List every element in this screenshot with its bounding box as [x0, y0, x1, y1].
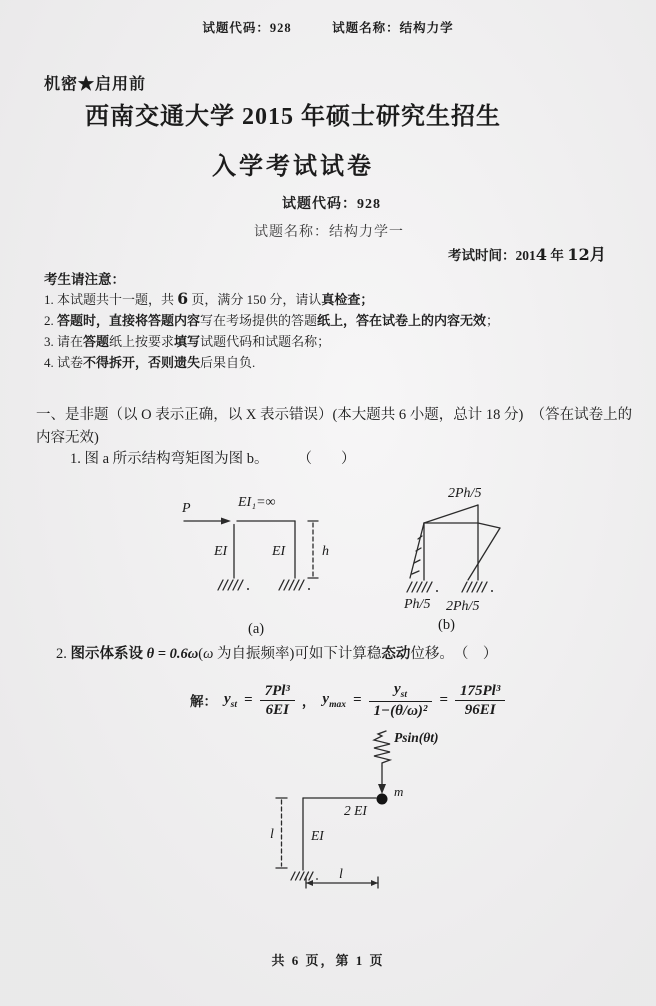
- figure-b-moment-diagram: [390, 468, 590, 648]
- left-column-stiffness: EI: [214, 544, 228, 559]
- fixed-support: [291, 872, 318, 880]
- fraction-result: $\frac{\text{175Pl³}}{96EI}$: [455, 682, 505, 719]
- fixed-support-right: [279, 580, 310, 590]
- y-static-symbol: $y_{st}$: [224, 690, 238, 710]
- height-label: h: [322, 544, 329, 559]
- secrecy-label: 机密★启用前: [44, 76, 147, 93]
- notice-title: 考生请注意：: [44, 272, 125, 287]
- fixed-support-left: [407, 582, 438, 592]
- load-arrow: [378, 766, 386, 794]
- load-arrow: [184, 518, 231, 525]
- question-1-text: 1. 图 a 所示结构弯矩图为图 b。 （ ）: [70, 451, 356, 467]
- page-header-code-name: 试题代码：928 试题名称：结构力学: [202, 21, 454, 35]
- exam-title-line1: 西南交通大学 2015 年硕士研究生招生: [85, 104, 501, 130]
- beam-stiffness-label: 2 EI: [344, 803, 367, 818]
- figure-q2-dynamic-system: [268, 728, 453, 903]
- moment-top-label: 2Ph/5: [448, 486, 482, 501]
- right-column-stiffness: EI: [272, 544, 286, 559]
- moment-bottom-right-label: 2Ph/5: [446, 599, 480, 614]
- q2-solution-formula: [190, 672, 505, 728]
- equals-sign: =: [439, 691, 448, 708]
- vertical-dimension: [276, 798, 287, 868]
- solution-label: 解：: [190, 694, 217, 709]
- beam-stiffness-label: EI₁=∞: [238, 495, 276, 510]
- mass-label: m: [394, 784, 404, 799]
- moment-bottom-left-label: Ph/5: [404, 597, 431, 612]
- load-label: P: [182, 501, 191, 516]
- notice-line-3: 3. 请在答题纸上按要求填写试题代码和试题名称；: [44, 334, 331, 349]
- exam-time: 考试时间：2014 年 12月: [448, 245, 606, 264]
- height-dimension: [308, 521, 318, 578]
- notice-line-2: 2. 答题时，直接将答题内容写在考场提供的答题纸上，答在试卷上的内容无效；: [44, 313, 500, 328]
- equals-sign: =: [244, 691, 253, 708]
- frame-outline: [231, 518, 295, 578]
- equals-sign: =: [352, 691, 362, 708]
- notice-line-1: 1. 本试题共十一题，共 6 页，满分 150 分，请认真检查；: [44, 289, 374, 308]
- fraction-static-deflection: $\frac{\text{7Pl³}}{6EI}$: [260, 682, 295, 719]
- exam-title: [0, 96, 586, 181]
- fraction-dynamic-factor: $\frac{y_{st}}{\text{1−(θ/ω)²}}$: [369, 680, 433, 720]
- page-footer: 共 6 页，第 1 页: [271, 953, 385, 968]
- exam-title-line2: 入学考试试卷: [212, 154, 374, 180]
- fixed-support-left: [218, 580, 249, 590]
- column-stiffness-label: EI: [311, 828, 324, 843]
- frame-outline: [424, 523, 478, 580]
- fixed-support-right: [462, 582, 493, 592]
- question-2-text: 2. 图示体系设 θ = 0.6ω(ω 为自振频率)可如下计算稳态动位移。 （ ）: [56, 646, 498, 662]
- y-max-symbol: $y_{max}$: [322, 690, 346, 710]
- section-1-heading: 一、是非题（以 O 表示正确，以 X 表示错误）(本大题共 6 小题，总计 18 分) （答在试卷上的内容无效): [36, 407, 633, 446]
- figure-b-caption: (b): [438, 617, 455, 633]
- horizontal-dimension-label: l: [339, 867, 343, 882]
- exam-name: 试题名称：结构力学一: [254, 225, 404, 240]
- dynamic-load-label: Psin(θt): [394, 730, 439, 745]
- mass-node: [377, 794, 388, 805]
- vertical-dimension-label: l: [270, 827, 274, 842]
- exam-code: 试题代码：928: [282, 197, 381, 212]
- figure-a-caption: (a): [248, 621, 265, 637]
- spring-symbol: [374, 731, 390, 766]
- figure-a-frame-diagram: [176, 492, 340, 642]
- comma: ，: [301, 694, 316, 709]
- notice-line-4: 4. 试卷不得拆开，否则遗失后果自负.: [44, 355, 256, 370]
